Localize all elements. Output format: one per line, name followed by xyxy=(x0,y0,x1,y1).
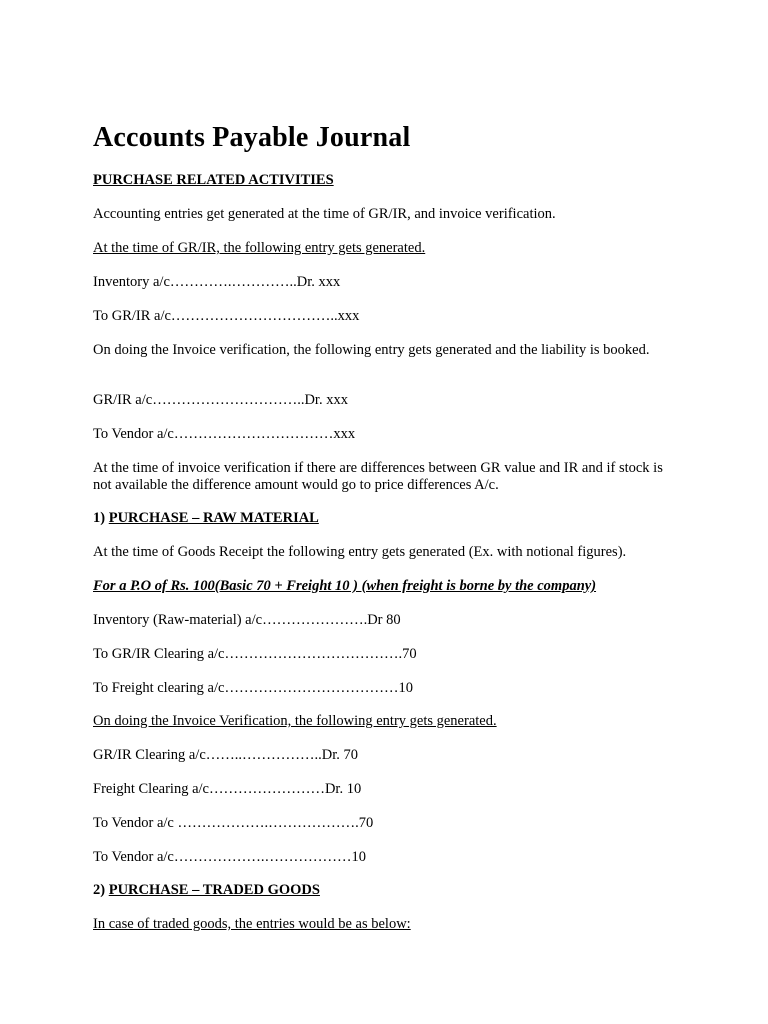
invoice-entry-3: To Vendor a/c ……………….……………….70 xyxy=(93,815,374,831)
invoice-entry-2: Freight Clearing a/c……………………Dr. 10 xyxy=(93,781,362,797)
raw-material-entry-1: Inventory (Raw-material) a/c………………….Dr 80 xyxy=(93,612,401,628)
raw-material-entry-2: To GR/IR Clearing a/c……………………………….70 xyxy=(93,646,417,662)
entry-inventory: Inventory a/c………….…………..Dr. xxx xyxy=(93,274,341,290)
section-2-number: 2) xyxy=(93,882,109,898)
section-2-heading xyxy=(93,882,320,899)
goods-receipt-note: At the time of Goods Receipt the following entry gets generated (Ex. with notional figures). xyxy=(93,544,627,560)
raw-material-entry-3: To Freight clearing a/c………………………………10 xyxy=(93,680,413,696)
section-1-number: 1) xyxy=(93,510,109,526)
invoice-verification-intro: On doing the Invoice verification, the following entry gets generated and the liability is booked. xyxy=(93,342,650,358)
purchase-heading: PURCHASE RELATED ACTIVITIES xyxy=(93,172,334,188)
traded-goods-note: In case of traded goods, the entries would be as below: xyxy=(93,916,411,932)
invoice-verification-heading: On doing the Invoice Verification, the following entry gets generated. xyxy=(93,713,497,729)
grir-heading: At the time of GR/IR, the following entry gets generated. xyxy=(93,240,426,256)
entry-to-grir: To GR/IR a/c……………………………..xxx xyxy=(93,308,360,324)
invoice-entry-4: To Vendor a/c……………….………………10 xyxy=(93,849,366,865)
po-example: For a P.O of Rs. 100(Basic 70 + Freight 10 ) (when freight is borne by the company) xyxy=(93,578,597,594)
invoice-entry-1: GR/IR Clearing a/c……..……………..Dr. 70 xyxy=(93,747,359,763)
page-title: Accounts Payable Journal xyxy=(93,122,411,153)
section-1-heading xyxy=(93,510,319,527)
entry-grir-debit: GR/IR a/c…………………………..Dr. xxx xyxy=(93,392,348,408)
section-2-title: PURCHASE – TRADED GOODS xyxy=(108,882,320,898)
differences-note: At the time of invoice verification if there are differences between GR value and IR and if stock is not available the difference amount would go to price differences A/c. xyxy=(93,460,663,493)
section-1-title: PURCHASE – RAW MATERIAL xyxy=(108,510,319,526)
entry-to-vendor: To Vendor a/c……………………………xxx xyxy=(93,426,356,442)
intro-text: Accounting entries get generated at the time of GR/IR, and invoice verification. xyxy=(93,206,556,222)
